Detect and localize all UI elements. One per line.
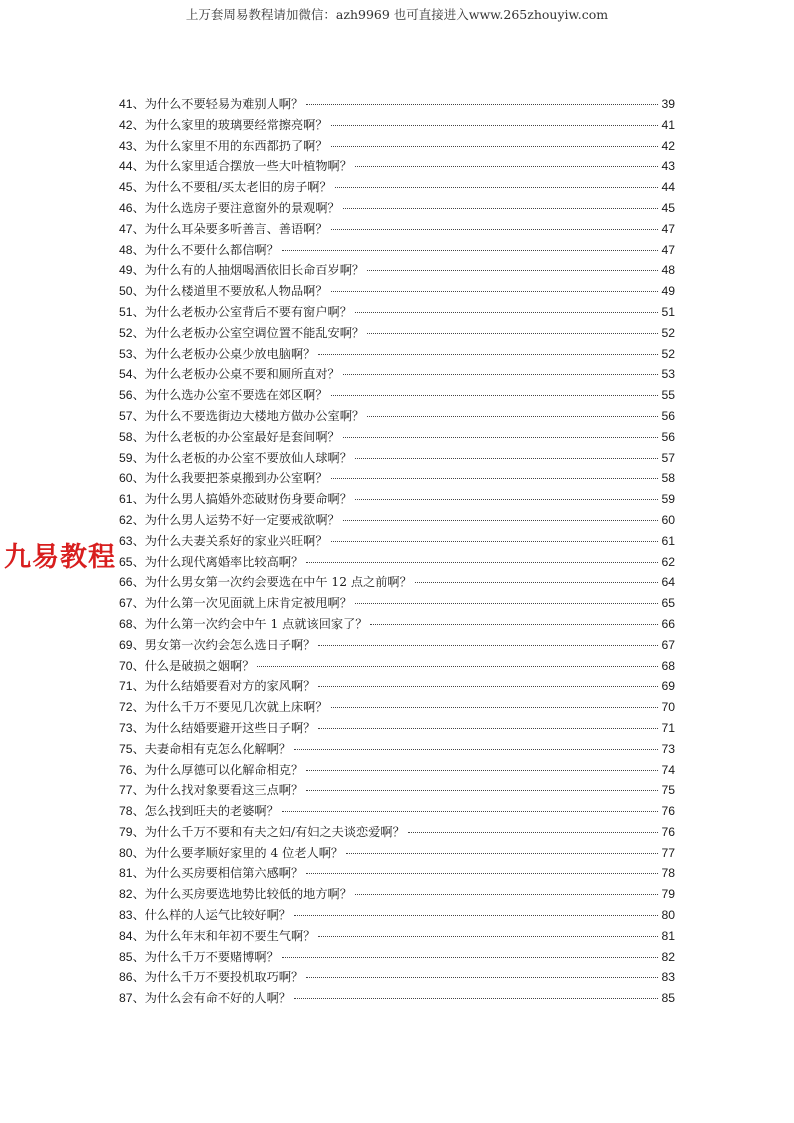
toc-entry[interactable] [119, 885, 675, 906]
toc-entry[interactable] [119, 927, 675, 948]
toc-entry-title: 什么样的人运气比较好啊？ [144, 908, 291, 923]
toc-dot-leader [331, 478, 659, 479]
toc-dot-leader [306, 104, 658, 105]
toc-entry-separator: 、 [132, 700, 145, 715]
toc-entry-number: 62 [119, 512, 133, 527]
toc-entry-separator: 、 [132, 762, 145, 777]
toc-entry-page-number: 44 [661, 180, 675, 195]
toc-entry-title: 为什么买房要选地势比较低的地方啊？ [144, 887, 352, 902]
toc-entry-number: 47 [119, 221, 133, 236]
toc-entry-title: 男女第一次约会怎么选日子啊？ [144, 637, 316, 652]
toc-entry-title: 为什么千万不要见几次就上床啊？ [144, 700, 328, 715]
toc-dot-leader [343, 520, 659, 521]
toc-entry-page-number: 47 [661, 242, 675, 257]
toc-entry-page-number: 55 [661, 388, 675, 403]
toc-dot-leader [318, 645, 658, 646]
toc-entry-separator: 、 [132, 887, 145, 902]
toc-entry[interactable] [119, 823, 675, 844]
toc-entry-separator: 、 [132, 117, 145, 132]
toc-entry[interactable] [119, 761, 675, 782]
toc-entry-separator: 、 [132, 804, 145, 819]
toc-entry-page-number: 66 [661, 616, 675, 631]
toc-entry-page-number: 67 [661, 637, 675, 652]
toc-entry[interactable] [119, 802, 675, 823]
toc-entry-title: 为什么第一次见面就上床肯定被甩啊？ [144, 596, 352, 611]
toc-entry-separator: 、 [132, 471, 145, 486]
toc-entry[interactable] [119, 615, 675, 636]
toc-dot-leader [306, 873, 658, 874]
toc-entry-title: 为什么男人运势不好一定要戒欲啊？ [144, 512, 340, 527]
toc-entry[interactable] [119, 386, 675, 407]
toc-entry-title: 为什么我要把茶桌搬到办公室啊？ [144, 471, 328, 486]
toc-entry[interactable] [119, 968, 675, 989]
toc-dot-leader [282, 811, 659, 812]
toc-entry-separator: 、 [132, 367, 145, 382]
toc-entry-separator: 、 [132, 575, 145, 590]
toc-entry-number: 86 [119, 970, 133, 985]
toc-entry-title: 为什么老板办公桌少放电脑啊？ [144, 346, 316, 361]
toc-entry-title: 为什么老板办公室空调位置不能乱安啊？ [144, 325, 365, 340]
toc-entry-separator: 、 [132, 554, 145, 569]
toc-entry-page-number: 78 [661, 866, 675, 881]
toc-entry-page-number: 69 [661, 679, 675, 694]
toc-entry[interactable] [119, 553, 675, 574]
toc-entry-title: 为什么不要什么都信啊？ [144, 242, 279, 257]
toc-entry-title: 为什么老板办公桌不要和厕所直对？ [144, 367, 340, 382]
toc-entry-number: 79 [119, 824, 133, 839]
toc-dot-leader [335, 187, 659, 188]
toc-entry[interactable] [119, 511, 675, 532]
toc-entry-page-number: 62 [661, 554, 675, 569]
toc-entry-number: 69 [119, 637, 133, 652]
toc-entry-title: 为什么厚德可以化解命相克？ [144, 762, 304, 777]
toc-entry-number: 83 [119, 908, 133, 923]
toc-entry[interactable] [119, 449, 675, 470]
toc-entry-separator: 、 [132, 200, 145, 215]
toc-entry-page-number: 74 [661, 762, 675, 777]
toc-entry-page-number: 81 [661, 928, 675, 943]
toc-entry-number: 54 [119, 367, 133, 382]
toc-entry[interactable] [119, 137, 675, 158]
toc-entry-separator: 、 [132, 388, 145, 403]
toc-dot-leader [294, 915, 658, 916]
toc-entry-separator: 、 [132, 221, 145, 236]
toc-entry-separator: 、 [132, 637, 145, 652]
toc-entry-number: 65 [119, 554, 133, 569]
toc-entry-number: 41 [119, 97, 133, 111]
toc-entry-page-number: 43 [661, 159, 675, 174]
toc-entry-page-number: 42 [661, 138, 675, 153]
toc-entry-separator: 、 [132, 450, 145, 465]
toc-entry-title: 为什么老板办公室背后不要有窗户啊？ [144, 304, 352, 319]
toc-dot-leader [306, 562, 658, 563]
toc-dot-leader [367, 333, 658, 334]
toc-entry-page-number: 56 [661, 429, 675, 444]
toc-entry[interactable] [119, 844, 675, 865]
toc-entry-number: 70 [119, 658, 133, 673]
toc-entry-number: 75 [119, 741, 133, 756]
toc-entry-page-number: 65 [661, 596, 675, 611]
toc-entry-page-number: 83 [661, 970, 675, 985]
toc-entry-title: 为什么买房要相信第六感啊？ [144, 866, 304, 881]
toc-entry-number: 49 [119, 263, 133, 278]
toc-entry-page-number: 52 [661, 325, 675, 340]
toc-entry-title: 为什么老板的办公室最好是套间啊？ [144, 429, 340, 444]
toc-dot-leader [355, 312, 659, 313]
toc-entry-number: 77 [119, 783, 133, 798]
toc-entry[interactable] [119, 740, 675, 761]
toc-entry-separator: 、 [132, 408, 145, 423]
toc-entry-number: 67 [119, 596, 133, 611]
toc-entry[interactable] [119, 698, 675, 719]
toc-entry-title: 为什么家里不用的东西都扔了啊？ [144, 138, 328, 153]
toc-entry-number: 85 [119, 949, 133, 964]
toc-entry-page-number: 71 [661, 720, 675, 735]
toc-entry[interactable] [119, 365, 675, 386]
toc-dot-leader [367, 270, 658, 271]
toc-dot-leader [343, 374, 659, 375]
toc-entry-number: 56 [119, 388, 133, 403]
toc-entry-page-number: 59 [661, 492, 675, 507]
page-header [0, 5, 794, 23]
toc-entry[interactable] [119, 573, 675, 594]
toc-entry[interactable] [119, 657, 675, 678]
toc-dot-leader [294, 749, 658, 750]
toc-entry[interactable] [119, 178, 675, 199]
toc-dot-leader [355, 499, 659, 500]
toc-entry[interactable] [119, 324, 675, 345]
toc-entry-number: 53 [119, 346, 133, 361]
toc-entry[interactable] [119, 677, 675, 698]
toc-entry-separator: 、 [132, 949, 145, 964]
toc-entry-separator: 、 [132, 284, 145, 299]
toc-entry-page-number: 76 [661, 804, 675, 819]
toc-entry[interactable] [119, 95, 675, 116]
toc-dot-leader [318, 728, 658, 729]
toc-entry[interactable] [119, 532, 675, 553]
toc-entry-page-number: 45 [661, 200, 675, 215]
toc-entry-separator: 、 [132, 866, 145, 881]
toc-dot-leader [331, 125, 659, 126]
toc-entry-number: 72 [119, 700, 133, 715]
toc-entry-page-number: 60 [661, 512, 675, 527]
toc-entry[interactable] [119, 636, 675, 657]
toc-dot-leader [318, 686, 658, 687]
toc-entry-number: 87 [119, 991, 133, 1006]
toc-entry-number: 63 [119, 533, 133, 548]
toc-entry-title: 为什么有的人抽烟喝酒依旧长命百岁啊？ [144, 263, 365, 278]
toc-entry[interactable] [119, 407, 675, 428]
toc-entry-number: 45 [119, 180, 133, 195]
toc-entry-separator: 、 [132, 658, 145, 673]
toc-entry-separator: 、 [132, 991, 145, 1006]
toc-entry-page-number: 39 [661, 97, 675, 111]
toc-entry-page-number: 56 [661, 408, 675, 423]
toc-entry-page-number: 82 [661, 949, 675, 964]
toc-entry-page-number: 47 [661, 221, 675, 236]
toc-entry-separator: 、 [132, 679, 145, 694]
toc-dot-leader [257, 666, 658, 667]
toc-entry-separator: 、 [132, 928, 145, 943]
toc-entry-title: 为什么千万不要赌博啊？ [144, 949, 279, 964]
toc-dot-leader [343, 208, 659, 209]
toc-entry-number: 44 [119, 159, 133, 174]
toc-entry-separator: 、 [132, 720, 145, 735]
toc-entry-title: 为什么千万不要和有夫之妇/有妇之夫谈恋爱啊？ [144, 824, 405, 839]
toc-entry-number: 81 [119, 866, 133, 881]
toc-entry-separator: 、 [132, 970, 145, 985]
toc-entry[interactable] [119, 989, 675, 1010]
toc-entry-page-number: 85 [661, 991, 675, 1006]
toc-dot-leader [318, 354, 658, 355]
toc-entry[interactable] [119, 781, 675, 802]
toc-dot-leader [370, 624, 658, 625]
toc-entry-number: 84 [119, 928, 133, 943]
toc-entry-page-number: 48 [661, 263, 675, 278]
toc-entry[interactable] [119, 469, 675, 490]
toc-entry-title: 为什么要孝顺好家里的 4 位老人啊？ [144, 845, 344, 860]
toc-entry-separator: 、 [132, 741, 145, 756]
toc-entry-number: 48 [119, 242, 133, 257]
toc-entry-page-number: 51 [661, 304, 675, 319]
toc-entry-number: 60 [119, 471, 133, 486]
toc-entry-title: 夫妻命相有克怎么化解啊？ [144, 741, 291, 756]
toc-entry-title: 为什么家里适合摆放一些大叶植物啊？ [144, 159, 352, 174]
toc-dot-leader [415, 582, 659, 583]
toc-entry-title: 为什么结婚要避开这些日子啊？ [144, 720, 316, 735]
toc-entry-title: 什么是破损之姻啊？ [144, 658, 255, 673]
toc-entry-title: 为什么找对象要看这三点啊？ [144, 783, 304, 798]
toc-entry-page-number: 52 [661, 346, 675, 361]
toc-entry-separator: 、 [132, 304, 145, 319]
toc-dot-leader [408, 832, 659, 833]
toc-dot-leader [346, 853, 658, 854]
toc-entry-title: 为什么不要选街边大楼地方做办公室啊？ [144, 408, 365, 423]
toc-entry[interactable] [119, 719, 675, 740]
toc-entry-separator: 、 [132, 325, 145, 340]
toc-dot-leader [331, 395, 659, 396]
toc-entry-separator: 、 [132, 346, 145, 361]
toc-dot-leader [331, 291, 659, 292]
toc-dot-leader [355, 603, 659, 604]
toc-entry-title: 为什么结婚要看对方的家风啊？ [144, 679, 316, 694]
toc-entry-page-number: 79 [661, 887, 675, 902]
toc-entry[interactable] [119, 864, 675, 885]
toc-dot-leader [355, 458, 659, 459]
toc-dot-leader [306, 790, 658, 791]
toc-entry-separator: 、 [132, 616, 145, 631]
toc-entry-number: 82 [119, 887, 133, 902]
toc-entry-title: 为什么千万不要投机取巧啊？ [144, 970, 304, 985]
toc-entry-page-number: 75 [661, 783, 675, 798]
toc-entry-number: 66 [119, 575, 133, 590]
toc-entry-page-number: 76 [661, 824, 675, 839]
toc-entry-title: 为什么选办公室不要选在郊区啊？ [144, 388, 328, 403]
toc-entry-number: 68 [119, 616, 133, 631]
toc-entry-title: 为什么男人搞婚外恋破财伤身要命啊？ [144, 492, 352, 507]
toc-dot-leader [355, 894, 659, 895]
toc-entry-separator: 、 [132, 138, 145, 153]
toc-entry-title: 为什么男女第一次约会要选在中午 12 点之前啊？ [144, 575, 412, 590]
toc-entry-number: 43 [119, 138, 133, 153]
toc-entry-page-number: 41 [661, 117, 675, 132]
toc-entry-title: 为什么家里的玻璃要经常擦亮啊？ [144, 117, 328, 132]
toc-entry-number: 58 [119, 429, 133, 444]
toc-dot-leader [318, 936, 658, 937]
toc-entry-number: 76 [119, 762, 133, 777]
toc-entry-title: 为什么耳朵要多听善言、善语啊？ [144, 221, 328, 236]
toc-entry-separator: 、 [132, 263, 145, 278]
toc-dot-leader [306, 977, 658, 978]
toc-entry-number: 51 [119, 304, 133, 319]
toc-entry-separator: 、 [132, 824, 145, 839]
toc-dot-leader [331, 229, 659, 230]
toc-entry[interactable] [119, 345, 675, 366]
toc-dot-leader [367, 416, 658, 417]
toc-entry-page-number: 77 [661, 845, 675, 860]
toc-entry[interactable] [119, 116, 675, 137]
toc-entry-number: 57 [119, 408, 133, 423]
toc-entry-page-number: 53 [661, 367, 675, 382]
toc-dot-leader [331, 146, 659, 147]
toc-dot-leader [306, 770, 658, 771]
toc-entry-title: 为什么会有命不好的人啊？ [144, 991, 291, 1006]
header-text: 上万套周易教程请加微信：azh9969 也可直接进入www.265zhouyiw.com [185, 7, 609, 22]
toc-entry-page-number: 70 [661, 700, 675, 715]
toc-entry[interactable] [119, 261, 675, 282]
table-of-contents [119, 95, 675, 1010]
toc-dot-leader [282, 250, 659, 251]
toc-entry[interactable] [119, 428, 675, 449]
toc-entry[interactable] [119, 594, 675, 615]
toc-entry-page-number: 61 [661, 533, 675, 548]
toc-entry-separator: 、 [132, 845, 145, 860]
toc-entry-number: 71 [119, 679, 133, 694]
toc-entry-page-number: 58 [661, 471, 675, 486]
toc-entry-separator: 、 [132, 533, 145, 548]
toc-entry-separator: 、 [132, 429, 145, 444]
toc-entry-page-number: 57 [661, 450, 675, 465]
toc-entry-title: 为什么第一次约会中午 1 点就该回家了？ [144, 616, 368, 631]
toc-entry[interactable] [119, 948, 675, 969]
toc-entry[interactable] [119, 282, 675, 303]
toc-dot-leader [331, 707, 659, 708]
toc-entry-title: 为什么夫妻关系好的家业兴旺啊？ [144, 533, 328, 548]
toc-entry-number: 61 [119, 492, 133, 507]
toc-dot-leader [331, 541, 659, 542]
toc-entry-title: 为什么年末和年初不要生气啊？ [144, 928, 316, 943]
toc-entry-number: 52 [119, 325, 133, 340]
toc-dot-leader [343, 437, 659, 438]
toc-entry-title: 为什么老板的办公室不要放仙人球啊？ [144, 450, 352, 465]
toc-entry-page-number: 68 [661, 658, 675, 673]
toc-entry[interactable] [119, 241, 675, 262]
toc-entry-page-number: 64 [661, 575, 675, 590]
toc-entry-separator: 、 [132, 783, 145, 798]
toc-entry[interactable] [119, 906, 675, 927]
toc-entry[interactable] [119, 199, 675, 220]
toc-entry-title: 怎么找到旺夫的老婆啊？ [144, 804, 279, 819]
toc-entry-number: 73 [119, 720, 133, 735]
toc-entry-number: 46 [119, 200, 133, 215]
toc-entry-separator: 、 [132, 596, 145, 611]
toc-entry[interactable] [119, 303, 675, 324]
toc-entry-title: 为什么不要轻易为难别人啊？ [144, 97, 304, 111]
toc-entry-number: 50 [119, 284, 133, 299]
toc-entry-separator: 、 [132, 908, 145, 923]
toc-entry-separator: 、 [132, 97, 145, 111]
toc-entry-title: 为什么不要租/买太老旧的房子啊？ [144, 180, 332, 195]
toc-entry-separator: 、 [132, 512, 145, 527]
toc-entry-page-number: 49 [661, 284, 675, 299]
watermark-logo: 九易教程 [4, 542, 116, 573]
toc-entry-separator: 、 [132, 492, 145, 507]
toc-entry-number: 42 [119, 117, 133, 132]
toc-entry-number: 59 [119, 450, 133, 465]
toc-entry-number: 78 [119, 804, 133, 819]
toc-entry-page-number: 73 [661, 741, 675, 756]
toc-entry-page-number: 80 [661, 908, 675, 923]
toc-entry-title: 为什么现代离婚率比较高啊？ [144, 554, 304, 569]
toc-entry[interactable] [119, 220, 675, 241]
toc-dot-leader [282, 957, 659, 958]
toc-entry-title: 为什么楼道里不要放私人物品啊？ [144, 284, 328, 299]
toc-entry-separator: 、 [132, 242, 145, 257]
toc-entry[interactable] [119, 490, 675, 511]
toc-entry-separator: 、 [132, 159, 145, 174]
toc-dot-leader [294, 998, 658, 999]
toc-entry-title: 为什么选房子要注意窗外的景观啊？ [144, 200, 340, 215]
toc-entry-number: 80 [119, 845, 133, 860]
toc-dot-leader [355, 166, 659, 167]
toc-entry[interactable] [119, 157, 675, 178]
toc-entry-separator: 、 [132, 180, 145, 195]
